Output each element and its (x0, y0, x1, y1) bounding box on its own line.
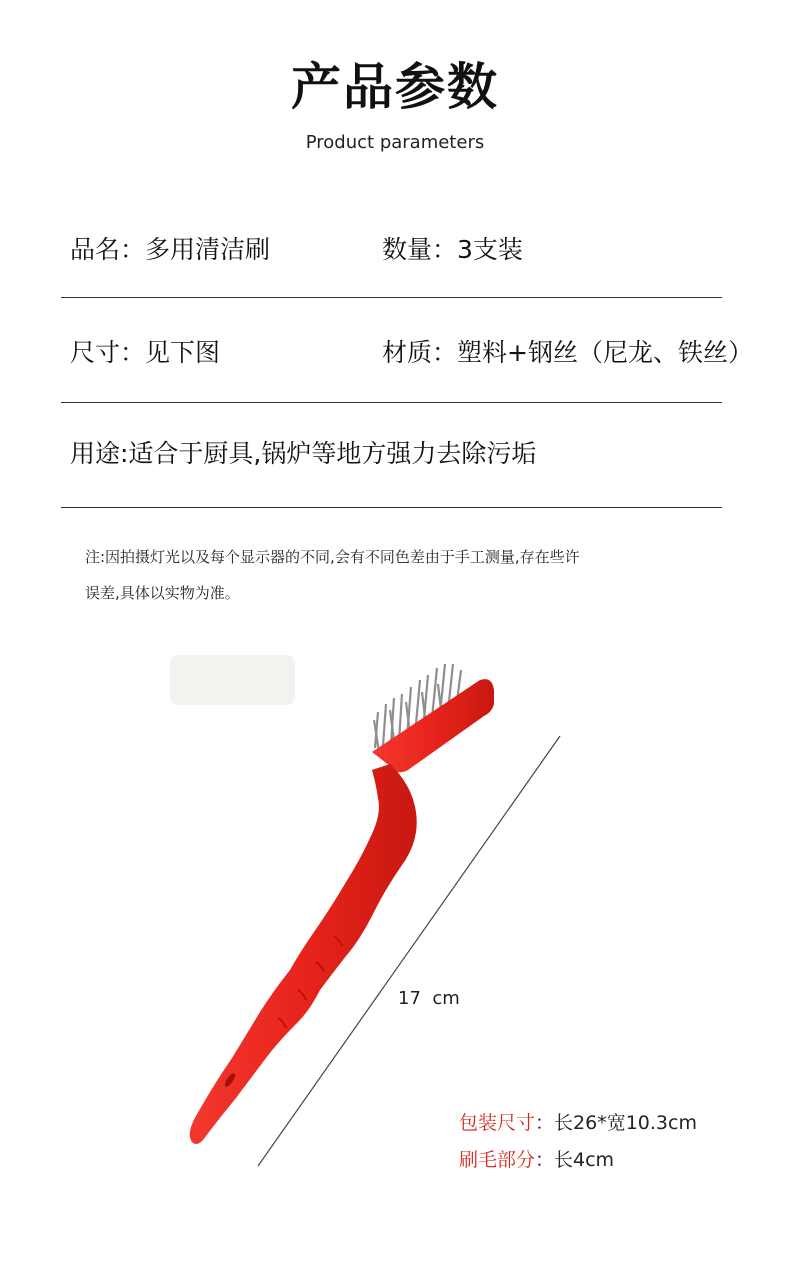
bristle-size-value: ：长4cm (535, 1149, 615, 1171)
photo-background-shadow (170, 655, 295, 705)
param-quantity: 数量：3支装 (382, 235, 523, 264)
param-size: 尺寸：见下图 (70, 338, 221, 367)
param-product-name: 品名：多用清洁刷 (70, 235, 271, 264)
divider (61, 402, 722, 403)
length-label: 17 cm (398, 988, 460, 1009)
bristle-size-line (459, 1147, 614, 1173)
divider (61, 507, 722, 508)
page-title: 产品参数 (291, 58, 499, 116)
bristle-size-label: 刷毛部分 (459, 1149, 536, 1171)
param-material: 材质：塑料+钢丝（尼龙、铁丝） (382, 338, 753, 367)
param-usage: 用途:适合于厨具,锅炉等地方强力去除污垢 (70, 439, 537, 468)
divider (61, 297, 722, 298)
page-subtitle: Product parameters (305, 132, 485, 153)
package-size-label: 包装尺寸 (459, 1112, 536, 1134)
brush-handle (190, 764, 417, 1144)
brush-head (372, 679, 494, 772)
package-size-value: ：长26*宽10.3cm (535, 1112, 697, 1134)
note-line-1: 注:因拍摄灯光以及每个显示器的不同,会有不同色差由于手工测量,存在些许 (85, 548, 580, 566)
note-line-2: 误差,具体以实物为准。 (85, 584, 240, 602)
package-size-line (459, 1110, 697, 1136)
